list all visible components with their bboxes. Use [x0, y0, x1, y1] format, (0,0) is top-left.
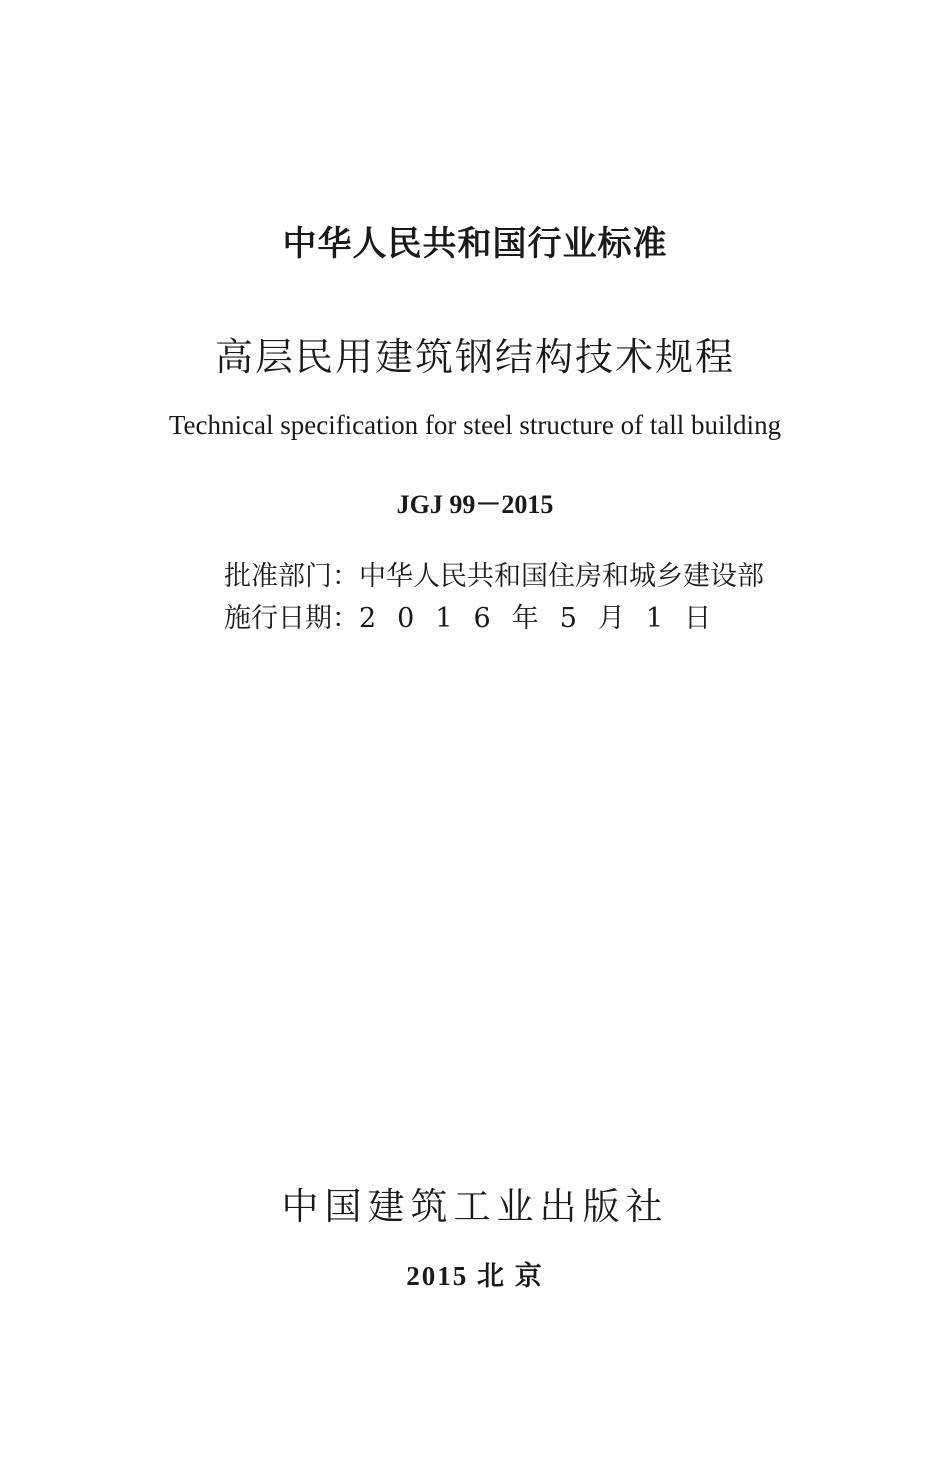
standard-category: 中华人民共和国行业标准: [282, 224, 668, 264]
effective-date-value: 2016年5月1日: [359, 603, 733, 634]
document-title-chinese: 高层民用建筑钢结构技术规程: [214, 335, 735, 379]
document-title-english: Technical specification for steel structure of tall building: [168, 410, 782, 440]
effective-date-label: 施行日期：: [224, 603, 359, 634]
approval-value: 中华人民共和国住房和城乡建设部: [359, 561, 764, 592]
approval-department: [224, 554, 764, 593]
imprint: 2015 北 京: [406, 1261, 544, 1291]
publisher: 中国建筑工业出版社: [281, 1185, 669, 1228]
standard-code: JGJ 99－2015: [396, 490, 554, 519]
effective-date: [224, 596, 732, 635]
approval-label: 批准部门：: [224, 561, 359, 592]
